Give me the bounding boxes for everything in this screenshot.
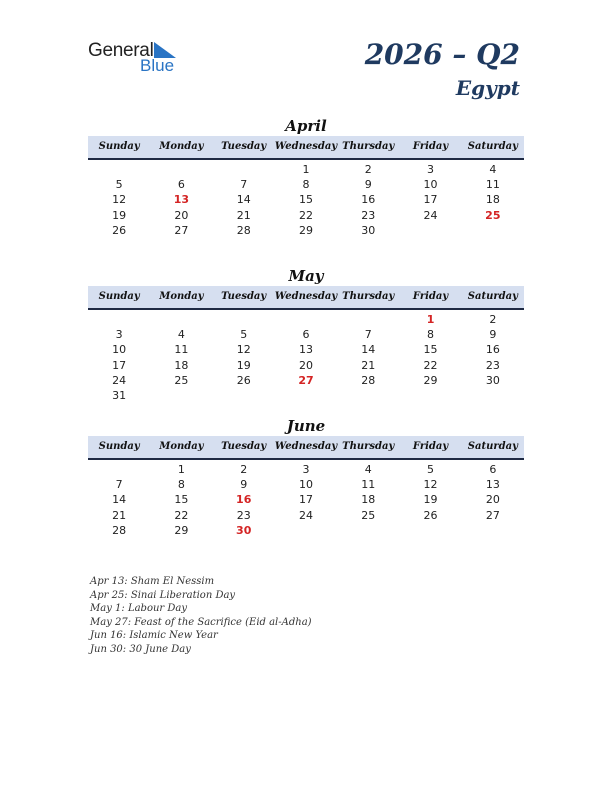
weekday-label: Monday bbox=[159, 291, 204, 302]
logo bbox=[88, 40, 188, 76]
holiday-note: Jun 16: Islamic New Year bbox=[90, 630, 218, 642]
day-cell: 2 bbox=[489, 313, 497, 326]
weekday-label: Friday bbox=[412, 291, 449, 302]
holiday-day-cell: 30 bbox=[236, 523, 252, 537]
day-cell: 3 bbox=[427, 163, 435, 176]
empty-day-cell bbox=[462, 223, 524, 238]
day-cell: 2 bbox=[240, 463, 248, 476]
day-cell: 5 bbox=[427, 463, 435, 476]
holiday-note: Apr 25: Sinai Liberation Day bbox=[90, 589, 236, 601]
day-cell: 9 bbox=[240, 478, 248, 492]
day-cell: 24 bbox=[298, 508, 313, 522]
day-cell: 2 bbox=[364, 163, 372, 176]
day-cell: 27 bbox=[174, 223, 189, 237]
day-cell: 11 bbox=[174, 343, 189, 357]
day-cell: 28 bbox=[236, 223, 251, 237]
day-cell: 7 bbox=[115, 478, 123, 492]
month-name: June bbox=[286, 417, 326, 435]
empty-day-cell bbox=[462, 388, 524, 403]
day-cell: 29 bbox=[174, 523, 189, 537]
day-cell: 15 bbox=[174, 493, 189, 507]
page-title: 2026 – Q2 bbox=[364, 38, 520, 71]
empty-day-cell bbox=[399, 388, 461, 403]
country-name: Egypt bbox=[455, 76, 520, 100]
month-name: May bbox=[288, 267, 324, 285]
day-cell: 8 bbox=[427, 328, 435, 342]
day-cell: 5 bbox=[115, 178, 123, 192]
day-cell: 25 bbox=[361, 508, 376, 522]
day-cell: 7 bbox=[240, 178, 248, 192]
day-cell: 6 bbox=[489, 463, 497, 476]
empty-day-cell bbox=[150, 162, 212, 177]
day-cell: 26 bbox=[423, 508, 438, 522]
day-cell: 23 bbox=[485, 358, 500, 372]
weekday-label: Thursday bbox=[342, 441, 395, 452]
day-cell: 26 bbox=[236, 373, 251, 387]
day-cell: 13 bbox=[485, 478, 500, 492]
day-cell: 26 bbox=[112, 223, 127, 237]
day-cell: 18 bbox=[174, 358, 189, 372]
day-cell: 1 bbox=[177, 463, 185, 476]
empty-day-cell bbox=[213, 312, 275, 327]
weekday-label: Tuesday bbox=[221, 141, 267, 152]
day-cell: 29 bbox=[298, 223, 313, 237]
day-cell: 22 bbox=[423, 358, 438, 372]
day-cell: 13 bbox=[298, 343, 313, 357]
empty-day-cell bbox=[337, 312, 399, 327]
day-cell: 6 bbox=[177, 178, 185, 192]
weekday-label: Saturday bbox=[467, 141, 518, 152]
day-cell: 10 bbox=[423, 178, 438, 192]
day-cell: 5 bbox=[240, 328, 248, 342]
holiday-note: Apr 13: Sham El Nessim bbox=[90, 576, 215, 587]
weekday-label: Tuesday bbox=[221, 441, 267, 452]
day-cell: 4 bbox=[489, 163, 497, 176]
weekday-label: Monday bbox=[159, 441, 204, 452]
weekday-label: Sunday bbox=[98, 291, 140, 302]
day-grid bbox=[88, 162, 524, 238]
day-cell: 10 bbox=[112, 343, 127, 357]
empty-day-cell bbox=[275, 523, 337, 538]
empty-day-cell bbox=[88, 462, 150, 477]
empty-day-cell bbox=[88, 312, 150, 327]
empty-day-cell bbox=[399, 223, 461, 238]
day-cell: 14 bbox=[361, 343, 376, 357]
day-cell: 28 bbox=[112, 523, 127, 537]
day-cell: 25 bbox=[174, 373, 189, 387]
weekday-label: Thursday bbox=[342, 141, 395, 152]
weekday-label: Saturday bbox=[467, 291, 518, 302]
day-cell: 28 bbox=[361, 373, 376, 387]
day-cell: 22 bbox=[298, 208, 313, 222]
logo-text-blue: Blue bbox=[140, 56, 175, 75]
holiday-day-cell: 27 bbox=[298, 373, 314, 387]
weekday-label: Sunday bbox=[98, 441, 140, 452]
day-cell: 12 bbox=[423, 478, 438, 492]
day-cell: 17 bbox=[298, 493, 313, 507]
empty-day-cell bbox=[337, 523, 399, 538]
day-cell: 4 bbox=[364, 463, 372, 476]
day-cell: 18 bbox=[485, 193, 500, 207]
empty-day-cell bbox=[399, 523, 461, 538]
weekday-label: Tuesday bbox=[221, 291, 267, 302]
holiday-note: Jun 30: 30 June Day bbox=[90, 643, 191, 655]
day-cell: 10 bbox=[298, 478, 313, 492]
day-cell: 12 bbox=[112, 193, 127, 207]
day-cell: 16 bbox=[361, 193, 376, 207]
day-cell: 30 bbox=[485, 373, 500, 387]
day-cell: 6 bbox=[302, 328, 310, 342]
day-cell: 8 bbox=[302, 178, 310, 192]
day-cell: 20 bbox=[174, 208, 189, 222]
empty-day-cell bbox=[275, 312, 337, 327]
day-cell: 19 bbox=[112, 208, 127, 222]
holiday-day-cell: 25 bbox=[485, 208, 501, 222]
weekday-header bbox=[88, 286, 524, 310]
day-cell: 23 bbox=[361, 208, 376, 222]
empty-day-cell bbox=[462, 523, 524, 538]
empty-day-cell bbox=[213, 162, 275, 177]
empty-day-cell bbox=[213, 388, 275, 403]
day-cell: 19 bbox=[236, 358, 251, 372]
weekday-label: Wednesday bbox=[274, 141, 338, 152]
day-cell: 29 bbox=[423, 373, 438, 387]
weekday-label: Monday bbox=[159, 141, 204, 152]
day-cell: 15 bbox=[423, 343, 438, 357]
day-cell: 3 bbox=[115, 328, 123, 342]
day-cell: 17 bbox=[423, 193, 438, 207]
day-cell: 11 bbox=[361, 478, 376, 492]
weekday-label: Thursday bbox=[342, 291, 395, 302]
day-cell: 19 bbox=[423, 493, 438, 507]
empty-day-cell bbox=[275, 388, 337, 403]
weekday-label: Friday bbox=[412, 141, 449, 152]
day-cell: 9 bbox=[364, 178, 372, 192]
weekday-label: Saturday bbox=[467, 441, 518, 452]
logo-text-general: General bbox=[88, 40, 154, 61]
holiday-day-cell: 16 bbox=[236, 493, 252, 507]
month-name: April bbox=[285, 117, 327, 135]
weekday-header bbox=[88, 136, 524, 160]
day-cell: 23 bbox=[236, 508, 251, 522]
day-cell: 21 bbox=[236, 208, 251, 222]
day-cell: 24 bbox=[423, 208, 438, 222]
day-cell: 24 bbox=[112, 373, 127, 387]
month-april bbox=[88, 116, 524, 238]
day-cell: 11 bbox=[485, 178, 500, 192]
month-may bbox=[88, 266, 524, 403]
holiday-note: May 1: Labour Day bbox=[90, 603, 187, 615]
holiday-day-cell: 1 bbox=[426, 313, 435, 326]
day-cell: 21 bbox=[361, 358, 376, 372]
day-cell: 8 bbox=[177, 478, 185, 492]
holiday-notes bbox=[90, 575, 312, 657]
day-cell: 21 bbox=[112, 508, 127, 522]
day-cell: 17 bbox=[112, 358, 127, 372]
empty-day-cell bbox=[88, 162, 150, 177]
day-cell: 22 bbox=[174, 508, 189, 522]
day-cell: 31 bbox=[112, 388, 127, 402]
day-cell: 7 bbox=[364, 328, 372, 342]
day-cell: 18 bbox=[361, 493, 376, 507]
day-grid bbox=[88, 312, 524, 403]
month-june bbox=[88, 416, 524, 538]
day-cell: 16 bbox=[485, 343, 500, 357]
day-cell: 30 bbox=[361, 223, 376, 237]
day-cell: 20 bbox=[298, 358, 313, 372]
day-cell: 14 bbox=[236, 193, 251, 207]
holiday-note: May 27: Feast of the Sacrifice (Eid al-Adha) bbox=[90, 616, 312, 628]
day-cell: 4 bbox=[177, 328, 185, 342]
empty-day-cell bbox=[150, 388, 212, 403]
weekday-label: Wednesday bbox=[274, 441, 338, 452]
day-cell: 9 bbox=[489, 328, 497, 342]
day-cell: 12 bbox=[236, 343, 251, 357]
day-cell: 3 bbox=[302, 463, 310, 476]
weekday-label: Sunday bbox=[98, 141, 140, 152]
day-cell: 14 bbox=[112, 493, 127, 507]
day-grid bbox=[88, 462, 524, 538]
weekday-label: Friday bbox=[412, 441, 449, 452]
day-cell: 20 bbox=[485, 493, 500, 507]
day-cell: 1 bbox=[302, 163, 310, 176]
holiday-day-cell: 13 bbox=[173, 193, 190, 207]
weekday-label: Wednesday bbox=[274, 291, 338, 302]
empty-day-cell bbox=[150, 312, 212, 327]
day-cell: 15 bbox=[298, 193, 313, 207]
day-cell: 27 bbox=[485, 508, 500, 522]
empty-day-cell bbox=[337, 388, 399, 403]
weekday-header bbox=[88, 436, 524, 460]
